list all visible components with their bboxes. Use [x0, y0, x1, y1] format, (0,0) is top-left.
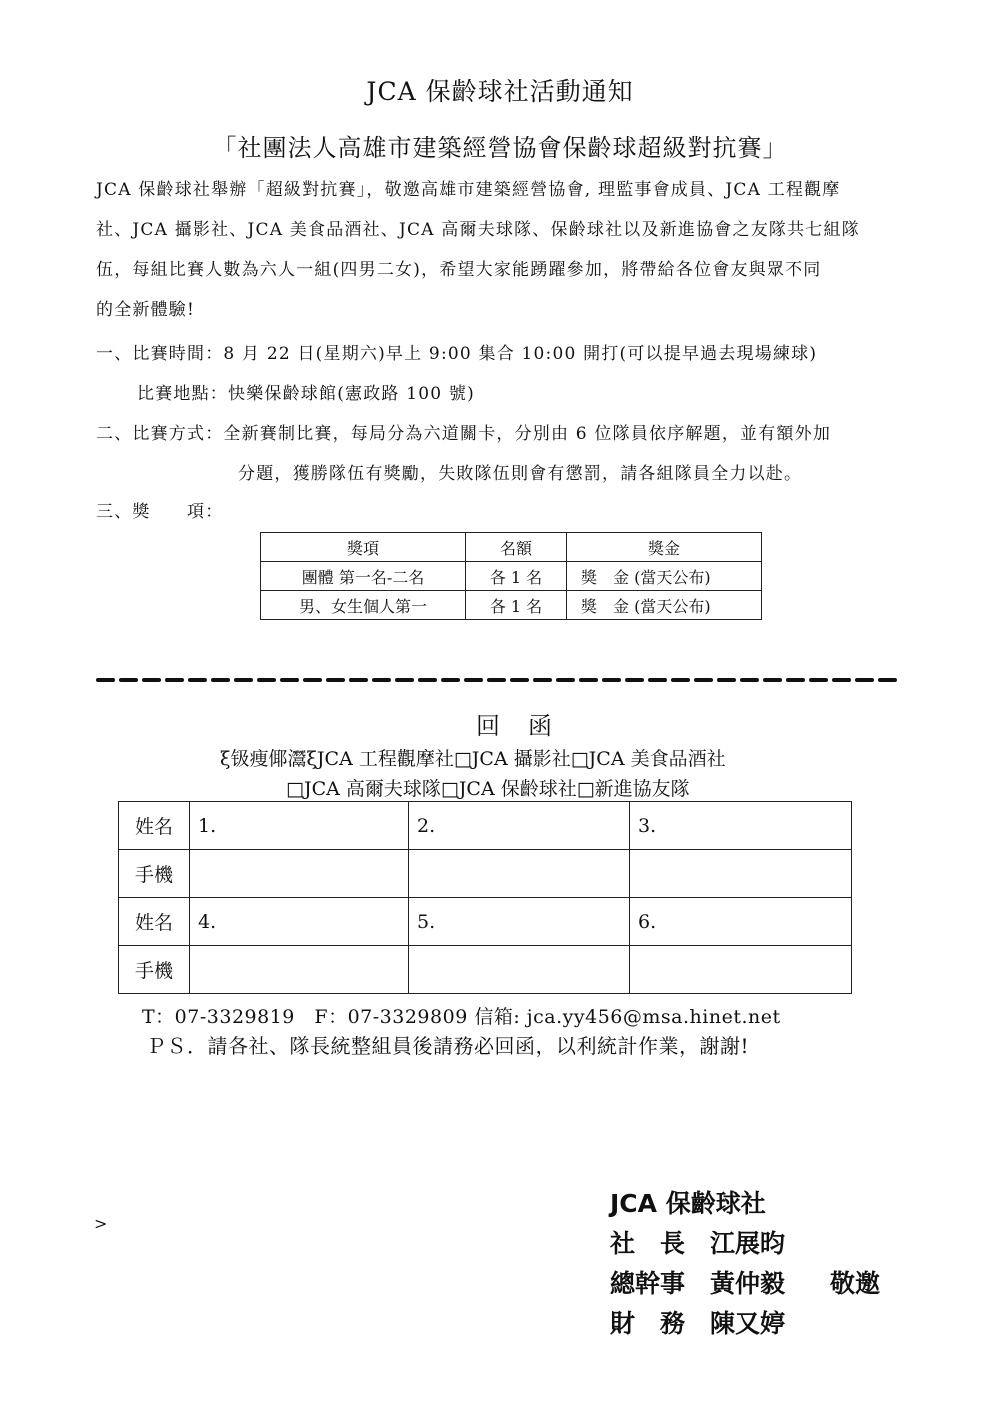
reply-title: 回函 [476, 712, 580, 740]
section-3-label: 三、獎 項： [96, 502, 224, 522]
table-row [119, 946, 852, 994]
stray-mark: > [94, 1214, 108, 1233]
signature-treasurer [610, 1304, 785, 1340]
bonus-col-header: 獎金 [567, 533, 762, 562]
cut-line-divider [96, 674, 904, 686]
name-field-2[interactable]: 2. [409, 802, 630, 850]
table-row [119, 802, 852, 850]
cut-dash [625, 678, 644, 682]
cut-dash [671, 678, 690, 682]
table-row [261, 562, 762, 591]
bonus-cell: 獎 金 (當天公布) [567, 591, 762, 620]
cut-dash [717, 678, 736, 682]
quota-cell: 各 1 名 [466, 591, 567, 620]
phone-field-3[interactable] [630, 850, 852, 898]
intro-line: 的全新體驗! [96, 300, 196, 320]
cut-dash [579, 678, 598, 682]
phone-field-5[interactable] [409, 946, 630, 994]
treasurer-name: 陳又婷 [710, 1309, 786, 1338]
cut-dash [257, 678, 276, 682]
cut-dash [878, 678, 897, 682]
cut-dash [556, 678, 575, 682]
cut-dash [832, 678, 851, 682]
cut-dash [211, 678, 230, 682]
cut-dash [855, 678, 874, 682]
match-time: 8 月 22 日(星期六)早上 9:00 集合 10:00 開打(可以提早過去現場練球) [223, 344, 818, 364]
name-label: 姓名 [119, 802, 190, 850]
name-field-6[interactable]: 6. [630, 898, 852, 946]
cut-dash [441, 678, 460, 682]
phone-label: 手機 [119, 946, 190, 994]
cut-dash [395, 678, 414, 682]
section-2-format [96, 419, 831, 444]
venue-label: 比賽地點： [137, 384, 228, 404]
cut-dash [349, 678, 368, 682]
name-field-4[interactable]: 4. [190, 898, 409, 946]
cut-dash [303, 678, 322, 682]
table-row [261, 591, 762, 620]
prize-table-header [261, 533, 762, 562]
phone-field-1[interactable] [190, 850, 409, 898]
closing-text: 敬邀 [830, 1269, 881, 1298]
format-line-2: 分題，獲勝隊伍有獎勵，失敗隊伍則會有懲罰，請各組隊員全力以赴。 [238, 464, 803, 484]
cut-dash [326, 678, 345, 682]
table-row [119, 850, 852, 898]
name-field-3[interactable]: 3. [630, 802, 852, 850]
table-row [119, 898, 852, 946]
bonus-cell: 獎 金 (當天公布) [567, 562, 762, 591]
cut-dash [740, 678, 759, 682]
prize-table [260, 532, 762, 620]
phone-label: 手機 [119, 850, 190, 898]
cut-dash [648, 678, 667, 682]
name-label: 姓名 [119, 898, 190, 946]
prize-cell: 團體 第一名-二名 [261, 562, 466, 591]
name-field-5[interactable]: 5. [409, 898, 630, 946]
name-field-1[interactable]: 1. [190, 802, 409, 850]
cut-dash [234, 678, 253, 682]
event-subtitle: 「社團法人高雄市建築經營協會保齡球超級對抗賽」 [212, 134, 788, 162]
ps-note: ＰＳ．請各社、隊長統整組員後請務必回函，以利統計作業，謝謝! [146, 1034, 750, 1058]
cut-dash [487, 678, 506, 682]
cut-dash [372, 678, 391, 682]
president-title: 社 長 [610, 1229, 686, 1258]
section-1-label: 一、比賽時間： [96, 344, 224, 364]
intro-line: JCA 保齡球社舉辦「超級對抗賽」，敬邀高雄市建築經營協會, 理監事會成員、JCA 工程觀摩 [96, 180, 841, 200]
contact-info: T：07-3329819 F：07-3329809 信箱: jca.yy456@msa.hinet.net [142, 1006, 781, 1028]
venue: 快樂保齡球館(憲政路 100 號) [228, 384, 475, 404]
quota-col-header: 名額 [466, 533, 567, 562]
phone-field-4[interactable] [190, 946, 409, 994]
phone-field-2[interactable] [409, 850, 630, 898]
cut-dash [418, 678, 437, 682]
secretary-title: 總幹事 [610, 1269, 686, 1298]
cut-dash [280, 678, 299, 682]
prize-cell: 男、女生個人第一 [261, 591, 466, 620]
section-1-time [96, 339, 817, 364]
intro-line: 社、JCA 攝影社、JCA 美食品酒社、JCA 高爾夫球隊、保齡球社以及新進協會之友隊共七組隊 [96, 220, 860, 240]
cut-dash [786, 678, 805, 682]
quota-cell: 各 1 名 [466, 562, 567, 591]
cut-dash [142, 678, 161, 682]
page-title: JCA 保齡球社活動通知 [366, 77, 634, 106]
signature-secretary [610, 1264, 880, 1300]
cut-dash [96, 678, 115, 682]
signature-president [610, 1224, 785, 1260]
cut-dash [188, 678, 207, 682]
reply-form-table [118, 801, 852, 994]
cut-dash [165, 678, 184, 682]
cut-dash [694, 678, 713, 682]
prize-col-header: 獎項 [261, 533, 466, 562]
section-1-venue [137, 379, 475, 404]
cut-dash [119, 678, 138, 682]
intro-line: 伍，每組比賽人數為六人一組(四男二女)，希望大家能踴躍參加，將帶給各位會友與眾不同 [96, 260, 822, 280]
cut-dash [510, 678, 529, 682]
secretary-name: 黃仲毅 [710, 1269, 786, 1298]
section-2-label: 二、比賽方式： [96, 424, 224, 444]
cut-dash [602, 678, 621, 682]
cut-dash [809, 678, 828, 682]
format-line-1: 全新賽制比賽，每局分為六道關卡，分別由 6 位隊員依序解題，並有額外加 [223, 424, 832, 444]
cut-dash [533, 678, 552, 682]
phone-field-6[interactable] [630, 946, 852, 994]
signature-org: JCA 保齡球社 [610, 1189, 766, 1218]
cut-dash [464, 678, 483, 682]
intro-paragraph [96, 170, 908, 330]
president-name: 江展昀 [710, 1229, 786, 1258]
club-options-line-2: □JCA 高爾夫球隊□JCA 保齡球社□新進協友隊 [286, 778, 690, 800]
club-options-line-1: ξ钑痩倻灊ξJCA 工程觀摩社□JCA 攝影社□JCA 美食品酒社 [220, 748, 726, 770]
treasurer-title: 財 務 [610, 1309, 686, 1338]
cut-dash [763, 678, 782, 682]
